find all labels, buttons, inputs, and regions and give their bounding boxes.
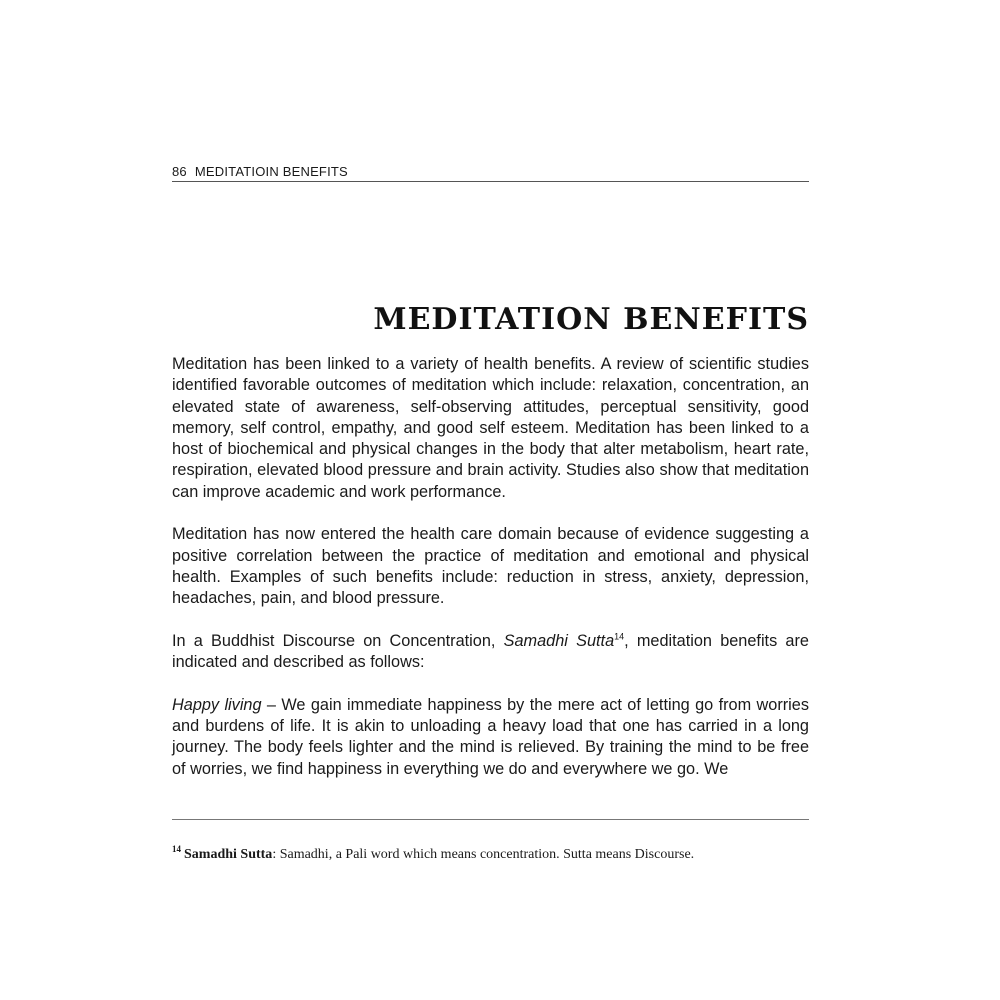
footnote-text: : Samadhi, a Pali word which means concentration. Sutta means Discourse. <box>272 847 695 862</box>
paragraph: Meditation has been linked to a variety of health benefits. A review of scientific studies identified favorable outcomes of meditation which include: relaxation, concentration, an elevated state of awareness, self-observing attitudes, perceptual sensitivity, good memory, self control, empathy, and good self esteem. Meditation has been linked to a host of biochemical and physical changes in the body that alter metabolism, heart rate, respiration, elevated blood pressure and brain activity. Studies also show that meditation can improve academic and work performance. <box>172 355 809 501</box>
happy-living-term: Happy living <box>172 695 262 714</box>
footnote-number: 14 <box>172 844 181 855</box>
body-text <box>172 354 809 780</box>
footnote-reference[interactable]: 14 <box>614 631 625 642</box>
page-number: 86 <box>172 164 187 179</box>
samadhi-sutta-term: Samadhi Sutta <box>503 631 615 650</box>
running-title: MEDITATIOIN BENEFITS <box>194 164 348 179</box>
paragraph-happy-living: Happy living – We gain immediate happiness by the mere act of letting go from worries and burdens of life. It is akin to unloading a heavy load that one has carried in a long journey. The body feels lighter and the mind is relieved. By training the mind to be free of worries, we find happiness in everything we do and everywhere we go. We <box>172 695 809 778</box>
paragraph: Meditation has now entered the health care domain because of evidence suggesting a positive correlation between the practice of meditation and emotional and physical health. Examples of such benefits include: reduction in stress, anxiety, depression, headaches, pain, and blood pressure. <box>172 525 809 608</box>
footnote-term: Samadhi Sutta <box>184 847 273 862</box>
footnote <box>172 846 809 864</box>
chapter-title: MEDITATION BENEFITS <box>373 302 809 337</box>
paragraph: In a Buddhist Discourse on Concentration, Samadhi Sutta$^{14}$, meditation benefits are indicated and described as follows: <box>172 631 809 672</box>
running-header <box>172 164 809 182</box>
footnote-divider <box>172 819 809 820</box>
